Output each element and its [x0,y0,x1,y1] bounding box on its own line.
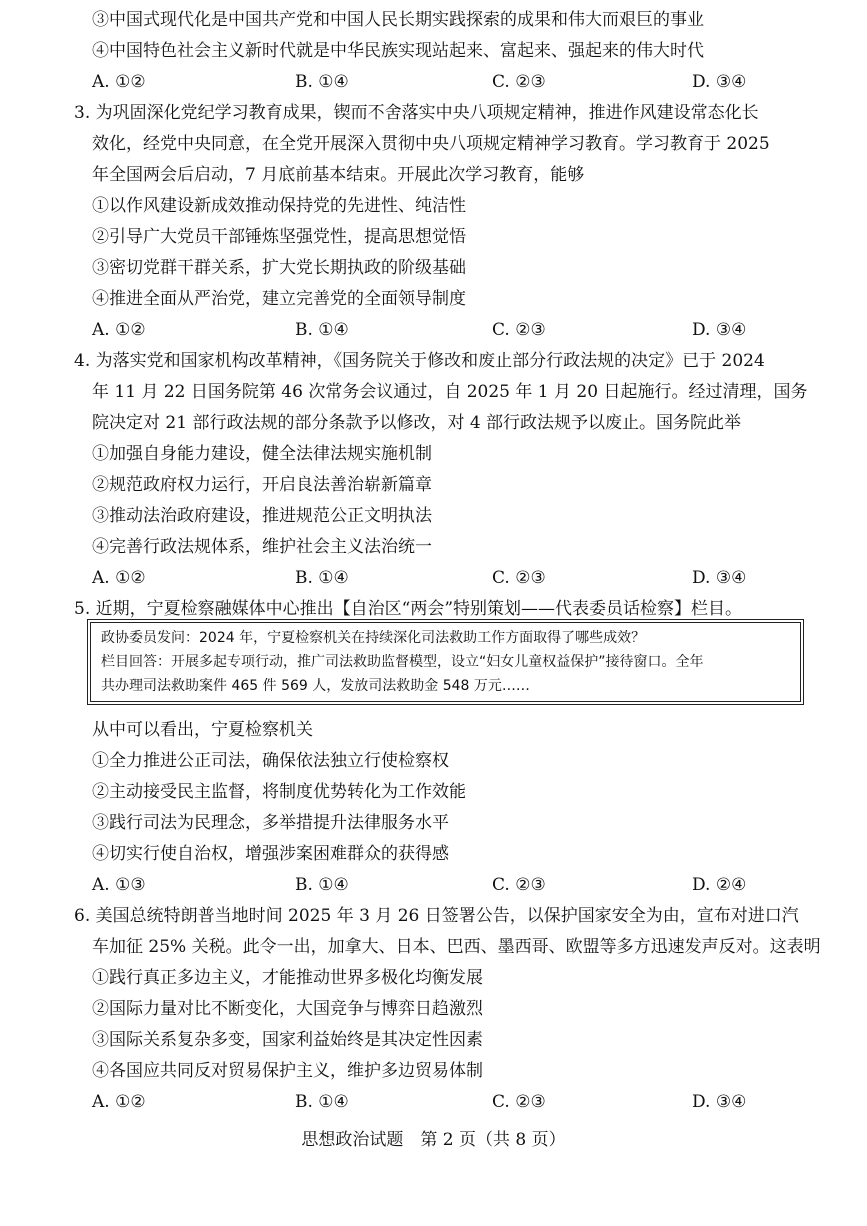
q5-item-1: ①全力推进公正司法，确保依法独立行使检察权 [92,751,449,771]
q2-options [92,70,832,94]
q3-option-c: C. ②③ [492,320,546,340]
q6-option-b: B. ①④ [295,1092,349,1112]
q6-item-1: ①践行真正多边主义，才能推动世界多极化均衡发展 [92,968,483,988]
q4-option-d: D. ③④ [692,568,747,588]
q5-box-line-1: 政协委员发问：2024 年，宁夏检察机关在持续深化司法救助工作方面取得了哪些成效？ [101,630,646,646]
q2-item-4: ④中国特色社会主义新时代就是中华民族实现站起来、富起来、强起来的伟大时代 [92,41,704,61]
q5-option-a: A. ①③ [92,875,146,895]
q4-stem-line-2: 年 11 月 22 日国务院第 46 次常务会议通过，自 2025 年 1 月 20 日起施行。经过清理，国务 [92,382,808,402]
q3-options [92,318,832,342]
q6-option-a: A. ①② [92,1092,146,1112]
q5-box-line-3: 共办理司法救助案件 465 件 569 人，发放司法救助金 548 万元…… [101,678,530,694]
page-footer: 思想政治试题 第 2 页（共 8 页） [301,1130,566,1150]
q3-option-d: D. ③④ [692,320,747,340]
q6-item-4: ④各国应共同反对贸易保护主义，维护多边贸易体制 [92,1061,483,1081]
q2-item-3: ③中国式现代化是中国共产党和中国人民长期实践探索的成果和伟大而艰巨的事业 [92,10,704,30]
q5-item-4: ④切实行使自治权，增强涉案困难群众的获得感 [92,844,449,864]
q4-item-2: ②规范政府权力运行，开启良法善治崭新篇章 [92,475,432,495]
q6-options [92,1090,832,1114]
q4-option-a: A. ①② [92,568,146,588]
q3-item-1: ①以作风建设新成效推动保持党的先进性、纯洁性 [92,196,466,216]
q5-options [92,873,832,897]
q5-lead: 从中可以看出，宁夏检察机关 [92,720,313,740]
q5-stem: 5. 近期，宁夏检察融媒体中心推出【自治区“两会”特别策划——代表委员话检察】栏目。 [74,599,743,619]
q4-stem-line-1: 4. 为落实党和国家机构改革精神，《国务院关于修改和废止部分行政法规的决定》已于 2024 [74,351,765,371]
q5-box-line-2: 栏目回答：开展多起专项行动，推广司法救助监督模型，设立“妇女儿童权益保护”接待窗口。全年 [101,654,704,670]
q3-item-3: ③密切党群干群关系，扩大党长期执政的阶级基础 [92,258,466,278]
q5-option-b: B. ①④ [295,875,349,895]
q6-option-d: D. ③④ [692,1092,747,1112]
q4-item-4: ④完善行政法规体系，维护社会主义法治统一 [92,537,432,557]
q3-stem-line-2: 效化，经党中央同意，在全党开展深入贯彻中央八项规定精神学习教育。学习教育于 2025 [92,134,770,154]
q6-stem-line-2: 车加征 25% 关税。此令一出，加拿大、日本、巴西、墨西哥、欧盟等多方迅速发声反对。这表明 [92,937,821,957]
q3-stem-line-3: 年全国两会后启动，7 月底前基本结束。开展此次学习教育，能够 [92,165,585,185]
q6-stem-line-1: 6. 美国总统特朗普当地时间 2025 年 3 月 26 日签署公告，以保护国家安全为由，宣布对进口汽 [74,906,799,926]
q3-item-2: ②引导广大党员干部锤炼坚强党性，提高思想觉悟 [92,227,466,247]
q4-item-1: ①加强自身能力建设，健全法律法规实施机制 [92,444,432,464]
q5-item-3: ③践行司法为民理念，多举措提升法律服务水平 [92,813,449,833]
q3-option-a: A. ①② [92,320,146,340]
q2-option-b: B. ①④ [295,72,349,92]
q4-item-3: ③推动法治政府建设，推进规范公正文明执法 [92,506,432,526]
q3-item-4: ④推进全面从严治党，建立完善党的全面领导制度 [92,289,466,309]
q4-options [92,566,832,590]
q6-item-3: ③国际关系复杂多变，国家利益始终是其决定性因素 [92,1030,483,1050]
q4-stem-line-3: 院决定对 21 部行政法规的部分条款予以修改，对 4 部行政法规予以废止。国务院此举 [92,413,742,433]
q5-item-2: ②主动接受民主监督，将制度优势转化为工作效能 [92,782,466,802]
q2-option-d: D. ③④ [692,72,747,92]
q5-option-c: C. ②③ [492,875,546,895]
q6-option-c: C. ②③ [492,1092,546,1112]
q2-option-a: A. ①② [92,72,146,92]
q6-item-2: ②国际力量对比不断变化，大国竞争与博弈日趋激烈 [92,999,483,1019]
q2-option-c: C. ②③ [492,72,546,92]
q3-stem-line-1: 3. 为巩固深化党纪学习教育成果，锲而不舍落实中央八项规定精神，推进作风建设常态化长 [74,103,759,123]
q4-option-c: C. ②③ [492,568,546,588]
q5-material-box [90,622,801,702]
q5-option-d: D. ②④ [692,875,747,895]
q4-option-b: B. ①④ [295,568,349,588]
q3-option-b: B. ①④ [295,320,349,340]
